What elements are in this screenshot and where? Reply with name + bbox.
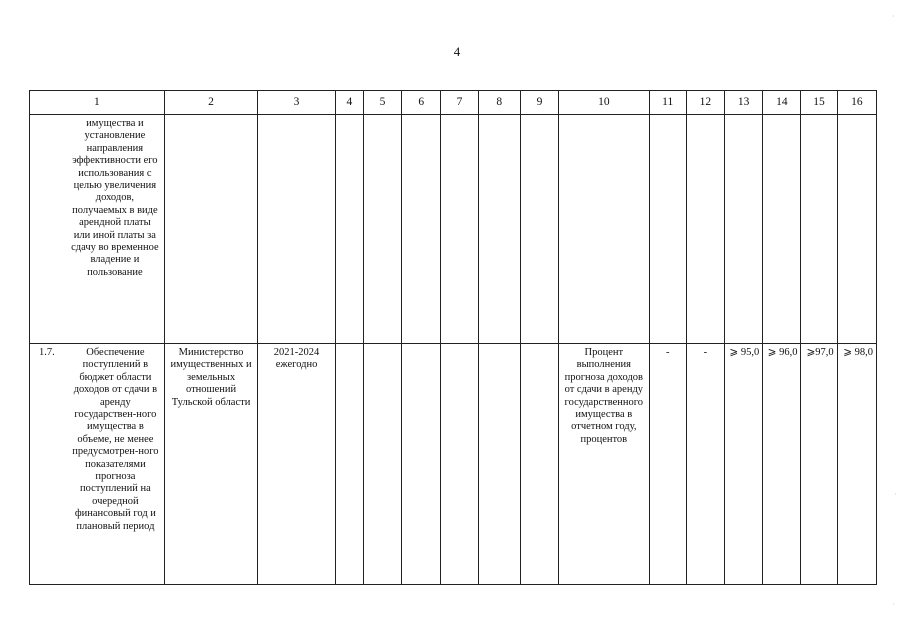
- row1-measure-text: имущества и установление направления эффективности его использования с целью увеличения доходов, получаемых в виде арендной платы или иной платы за сдачу во временное владение и пользование: [71, 118, 159, 278]
- header-cell: 7: [441, 91, 478, 115]
- cell-col5: [363, 115, 401, 344]
- cell-col7: [441, 115, 478, 344]
- value-col15: ⩾97,0: [806, 347, 834, 358]
- table-header-row: [30, 91, 877, 115]
- table-row: [30, 115, 877, 344]
- cell-col5: [363, 344, 401, 585]
- cell-col11: [649, 344, 686, 585]
- cell-col14: [763, 344, 801, 585]
- page-number: 4: [453, 44, 461, 59]
- scan-artifact: ·: [892, 12, 895, 21]
- header-cell: 5: [363, 91, 401, 115]
- value-col12: -: [703, 347, 708, 358]
- cell-col6: [402, 115, 441, 344]
- cell-col1: [30, 115, 165, 344]
- value-col13: ⩾ 95,0: [729, 347, 760, 358]
- header-cell: 1: [30, 91, 165, 115]
- cell-col10: [559, 344, 650, 585]
- cell-col13: [725, 344, 763, 585]
- header-cell: 3: [258, 91, 335, 115]
- cell-col4: [335, 344, 363, 585]
- row2-measure-text: Обеспечение поступлений в бюджет области доходов от сдачи в аренду государствен-ного имущества в объеме, не менее предусмотрен-ного показателями прогноза поступлений на очередной финансовый год и плановый период: [72, 347, 159, 532]
- cell-col16: [837, 344, 876, 585]
- cell-col3: [258, 115, 335, 344]
- value-col14: ⩾ 96,0: [767, 347, 798, 358]
- cell-col2: [164, 344, 258, 585]
- cell-col6: [402, 344, 441, 585]
- cell-col10: [559, 115, 650, 344]
- header-cell: 15: [801, 91, 837, 115]
- cell-col16: [837, 115, 876, 344]
- cell-col12: [686, 115, 724, 344]
- header-cell: 12: [686, 91, 724, 115]
- cell-col14: [763, 115, 801, 344]
- indicator-name: Процент выполнения прогноза доходов от сдачи в аренду государственного имущества в отчетном году, процентов: [564, 347, 644, 445]
- cell-col15: [801, 344, 837, 585]
- table-row: [30, 344, 877, 585]
- value-col11: -: [665, 347, 670, 358]
- cell-col8: [478, 115, 520, 344]
- header-cell: 10: [559, 91, 650, 115]
- cell-col9: [520, 344, 558, 585]
- header-cell: 8: [478, 91, 520, 115]
- value-col16: ⩾ 98,0: [843, 347, 873, 358]
- header-cell: 4: [335, 91, 363, 115]
- cell-col7: [441, 344, 478, 585]
- header-cell: 11: [649, 91, 686, 115]
- cell-col3: [258, 344, 335, 585]
- header-cell: 14: [763, 91, 801, 115]
- scan-artifact: ·: [894, 490, 897, 499]
- cell-col11: [649, 115, 686, 344]
- cell-col4: [335, 115, 363, 344]
- scan-artifact: ·: [892, 600, 895, 609]
- header-cell: 2: [164, 91, 258, 115]
- header-cell: 16: [837, 91, 876, 115]
- header-cell: 9: [520, 91, 558, 115]
- header-cell: 13: [725, 91, 763, 115]
- cell-col12: [686, 344, 724, 585]
- row-number: 1.7.: [39, 347, 55, 358]
- responsible-executor: Министерство имущественных и земельных отношений Тульской области: [170, 347, 252, 408]
- cell-col8: [478, 344, 520, 585]
- indicators-table: [29, 90, 877, 585]
- implementation-period: 2021-2024 ежегодно: [273, 347, 320, 371]
- cell-col2: [164, 115, 258, 344]
- header-cell: 6: [402, 91, 441, 115]
- cell-col13: [725, 115, 763, 344]
- cell-col15: [801, 115, 837, 344]
- cell-col1: [30, 344, 165, 585]
- cell-col9: [520, 115, 558, 344]
